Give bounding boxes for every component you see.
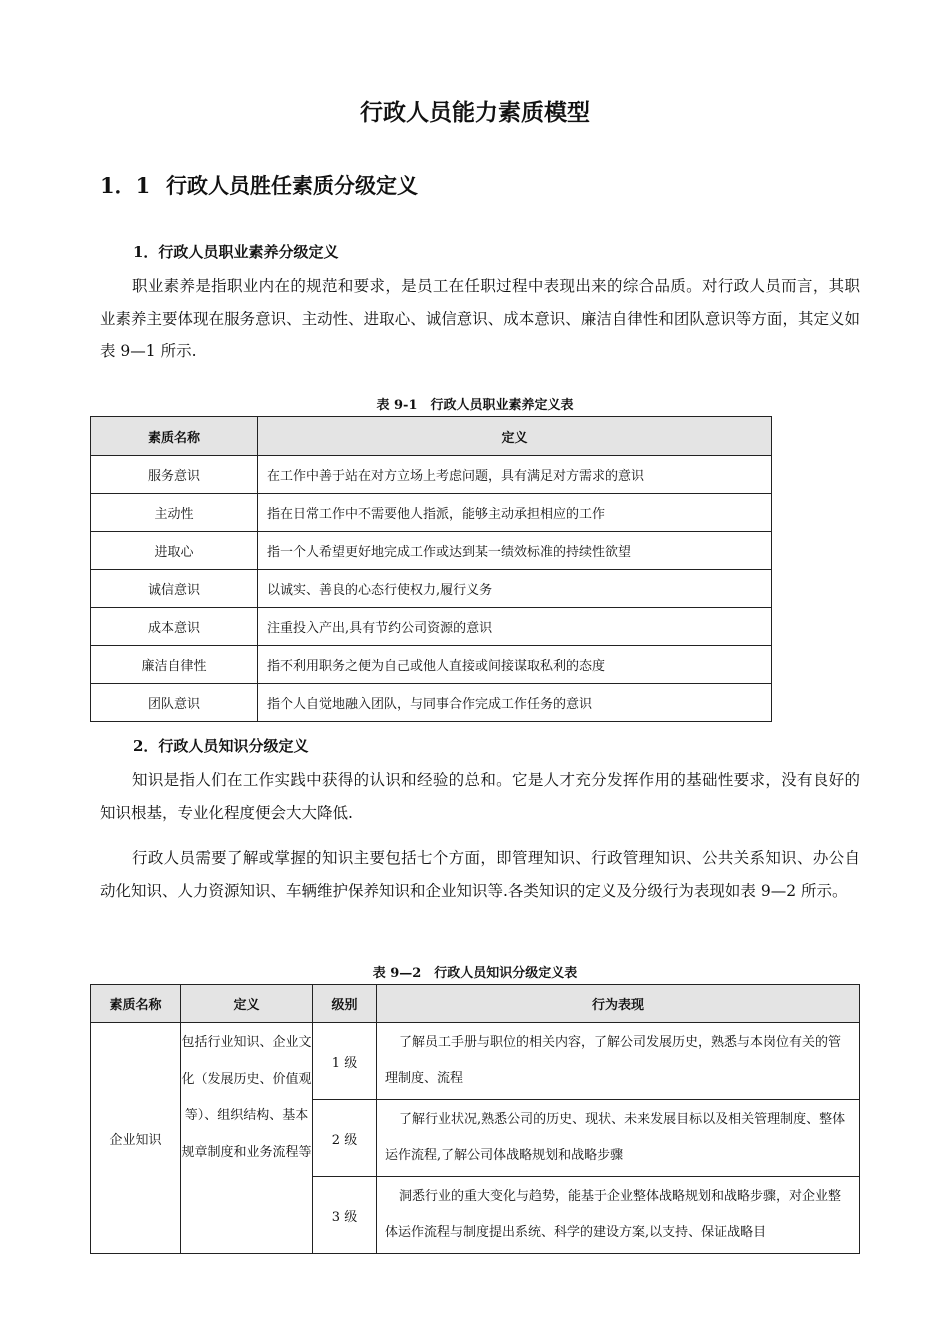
quality-name: 进取心 — [91, 532, 258, 570]
quality-name: 企业知识 — [91, 1023, 181, 1254]
table-row — [91, 1023, 860, 1100]
table-1-header-row — [91, 417, 772, 456]
table-row — [91, 532, 772, 570]
table-1-caption: 表 9-1 行政人员职业素养定义表 — [376, 398, 574, 413]
quality-definition: 指个人自觉地融入团队，与同事合作完成工作任务的意识 — [258, 684, 772, 722]
table-2-knowledge-levels — [90, 984, 860, 1254]
table-1-header-name: 素质名称 — [91, 417, 258, 456]
table-2-header-row — [91, 985, 860, 1023]
table-row — [91, 646, 772, 684]
level-behavior: 了解员工手册与职位的相关内容，了解公司发展历史，熟悉与本岗位有关的管理制度、流程 — [377, 1023, 860, 1100]
table-1-professional-quality — [90, 416, 772, 722]
table-2-header-behavior: 行为表现 — [377, 985, 860, 1023]
section-heading — [100, 170, 418, 200]
quality-definition: 包括行业知识、企业文化（发展历史、价值观等）、组织结构、基本规章制度和业务流程等 — [181, 1023, 313, 1254]
table-row — [91, 608, 772, 646]
subsection-2-paragraph-1: 知识是指人们在工作实践中获得的认识和经验的总和。它是人才充分发挥作用的基础性要求，没有良好的知识根基，专业化程度便会大大降低. — [100, 771, 860, 822]
quality-name: 廉洁自律性 — [91, 646, 258, 684]
quality-name: 团队意识 — [91, 684, 258, 722]
subsection-1-heading: 1．行政人员职业素养分级定义 — [133, 243, 339, 261]
quality-definition: 以诚实、善良的心态行使权力,履行义务 — [258, 570, 772, 608]
table-2-caption: 表 9—2 行政人员知识分级定义表 — [372, 966, 578, 981]
table-row — [91, 570, 772, 608]
level-behavior: 了解行业状况,熟悉公司的历史、现状、未来发展目标以及相关管理制度、整体运作流程,了解公司体战略规划和战略步骤 — [377, 1100, 860, 1177]
level-label: 1 级 — [313, 1023, 377, 1100]
quality-definition: 注重投入产出,具有节约公司资源的意识 — [258, 608, 772, 646]
level-label: 3 级 — [313, 1177, 377, 1254]
subsection-2-heading: 2．行政人员知识分级定义 — [133, 737, 309, 755]
quality-name: 主动性 — [91, 494, 258, 532]
quality-name: 诚信意识 — [91, 570, 258, 608]
table-2-header-definition: 定义 — [181, 985, 313, 1023]
quality-definition: 在工作中善于站在对方立场上考虑问题，具有满足对方需求的意识 — [258, 456, 772, 494]
table-row — [91, 456, 772, 494]
quality-definition: 指不利用职务之便为自己或他人直接或间接谋取私利的态度 — [258, 646, 772, 684]
section-number: 1．1 — [100, 173, 151, 198]
table-2-header-level: 级别 — [313, 985, 377, 1023]
document-title: 行政人员能力素质模型 — [360, 99, 590, 126]
subsection-1-paragraph: 职业素养是指职业内在的规范和要求，是员工在任职过程中表现出来的综合品质。对行政人员而言，其职业素养主要体现在服务意识、主动性、进取心、诚信意识、成本意识、廉洁自律性和团队意识等方面，其定义如表 9—1 所示. — [100, 277, 860, 360]
table-1-header-definition: 定义 — [258, 417, 772, 456]
table-row — [91, 494, 772, 532]
quality-name: 服务意识 — [91, 456, 258, 494]
subsection-2-paragraph-2: 行政人员需要了解或掌握的知识主要包括七个方面，即管理知识、行政管理知识、公共关系知识、办公自动化知识、人力资源知识、车辆维护保养知识和企业知识等.各类知识的定义及分级行为表现如表 9—2 所示。 — [100, 849, 860, 900]
quality-definition: 指在日常工作中不需要他人指派，能够主动承担相应的工作 — [258, 494, 772, 532]
section-title: 行政人员胜任素质分级定义 — [166, 173, 418, 198]
quality-definition: 指一个人希望更好地完成工作或达到某一绩效标准的持续性欲望 — [258, 532, 772, 570]
table-2-header-name: 素质名称 — [91, 985, 181, 1023]
quality-name: 成本意识 — [91, 608, 258, 646]
level-label: 2 级 — [313, 1100, 377, 1177]
table-row — [91, 684, 772, 722]
level-behavior: 洞悉行业的重大变化与趋势，能基于企业整体战略规划和战略步骤，对企业整体运作流程与制度提出系统、科学的建设方案,以支持、保证战略目 — [377, 1177, 860, 1254]
